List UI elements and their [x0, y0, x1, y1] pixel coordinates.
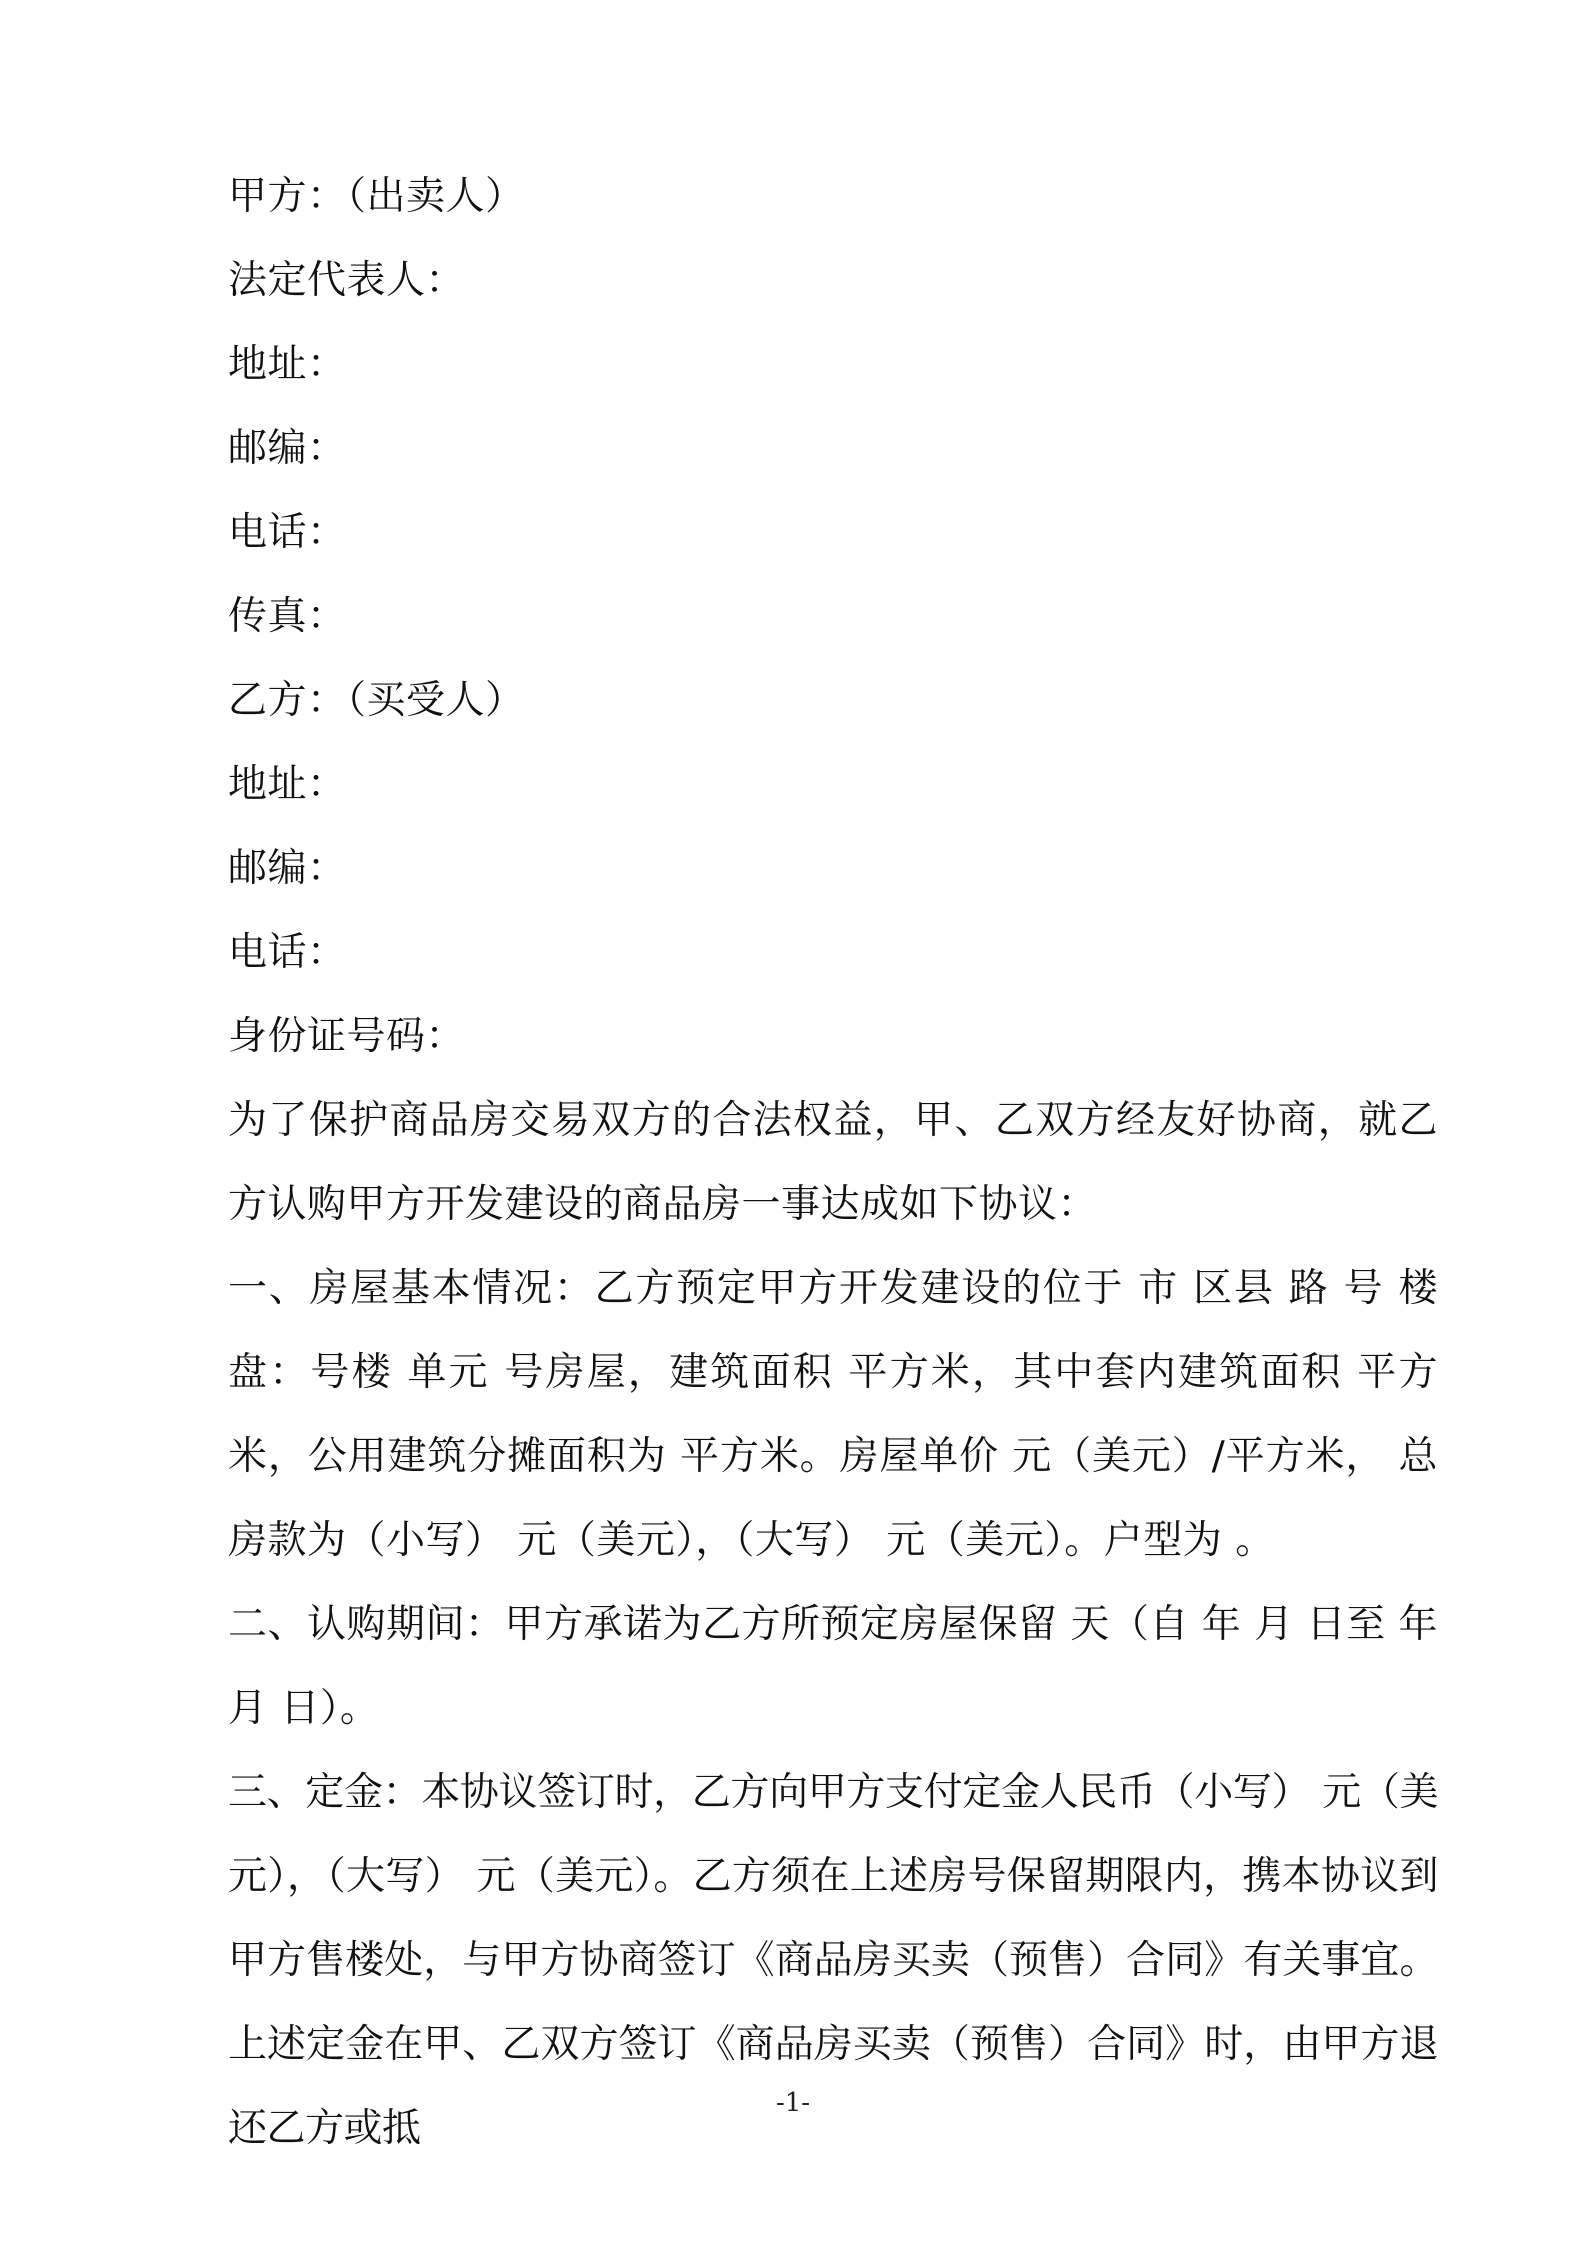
- clause-2-subscription-period: 二、认购期间：甲方承诺为乙方所预定房屋保留 天（自 年 月 日至 年 月 日）。: [228, 1602, 1438, 1731]
- party-a-legal-rep: 法定代表人：: [228, 258, 466, 303]
- party-a-postcode: 邮编：: [228, 426, 347, 471]
- party-b-address: 地址：: [228, 762, 347, 807]
- page-number: -1-: [775, 2088, 811, 2118]
- intro-paragraph: 为了保护商品房交易双方的合法权益，甲、乙双方经友好协商，就乙方认购甲方开发建设的商品房一事达成如下协议：: [228, 1098, 1438, 1227]
- clause-1-house-info: 一、房屋基本情况：乙方预定甲方开发建设的位于 市 区县 路 号 楼盘：号楼 单元 号房屋，建筑面积 平方米，其中套内建筑面积 平方米，公用建筑分摊面积为 平方米。房屋单价 元（美元）/平方米， 总房款为（小写） 元（美元），（大写） 元（美元）。户型为 。: [228, 1266, 1438, 1563]
- clause-3-deposit: 三、定金：本协议签订时，乙方向甲方支付定金人民币（小写） 元（美元），（大写） 元（美元）。乙方须在上述房号保留期限内，携本协议到甲方售楼处，与甲方协商签订《商品房买卖（预售）合同》有关事宜。上述定金在甲、乙双方签订《商品房买卖（预售）合同》时，由甲方退还乙方或抵: [228, 1770, 1438, 2151]
- party-a-address: 地址：: [228, 342, 347, 387]
- party-a-title: 甲方：（出卖人）: [228, 174, 525, 219]
- party-b-title: 乙方：（买受人）: [228, 678, 525, 723]
- document-body: [228, 155, 1438, 2171]
- party-b-phone: 电话：: [228, 930, 347, 975]
- party-a-phone: 电话：: [228, 510, 347, 555]
- party-b-id-number: 身份证号码：: [228, 1014, 466, 1059]
- party-b-postcode: 邮编：: [228, 846, 347, 891]
- party-a-fax: 传真：: [228, 594, 347, 639]
